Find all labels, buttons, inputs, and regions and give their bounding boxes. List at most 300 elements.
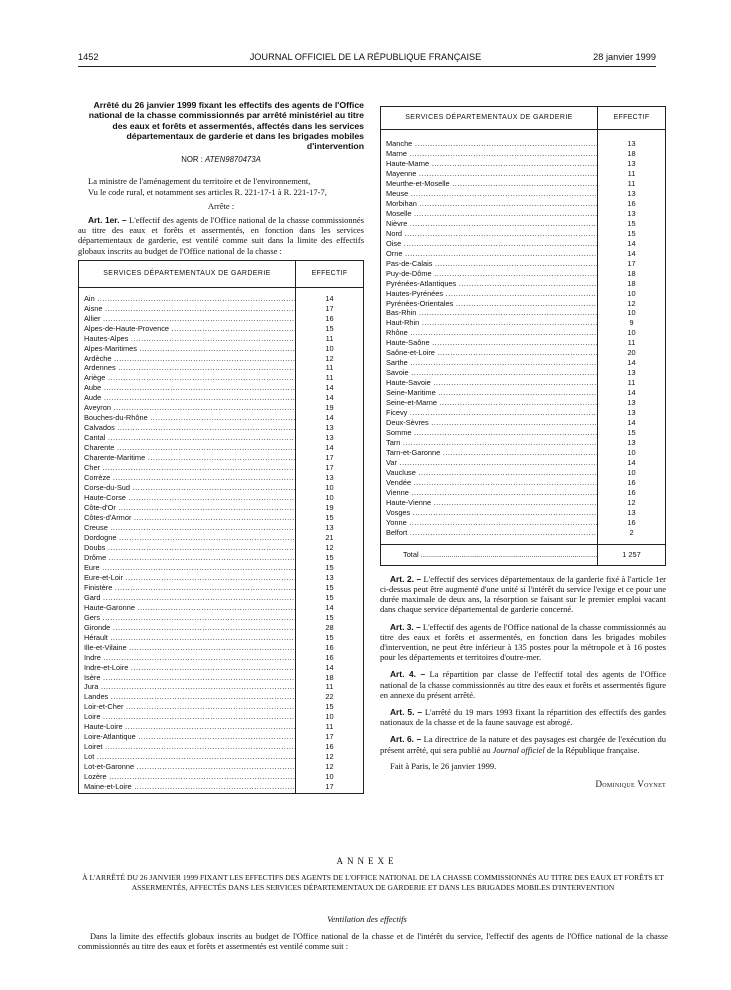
article-4	[380, 669, 666, 700]
department-effectif: 11	[627, 338, 636, 348]
department-effectif: 11	[627, 168, 636, 178]
department-name: Jura .....	[79, 682, 296, 692]
department-effectif: 16	[627, 198, 636, 208]
right-column	[380, 106, 666, 789]
table-row	[381, 308, 665, 318]
department-effectif: 12	[627, 298, 636, 308]
journal-title: JOURNAL OFFICIEL DE LA RÉPUBLIQUE FRANÇAISE	[249, 52, 482, 62]
table-row	[381, 169, 665, 179]
issue-date: 28 janvier 1999	[593, 52, 656, 62]
article-2-text: L'effectif des services départementaux de la garderie fixé à l'article 1er ci-dessus peut être augmenté d'une unité si l'intérêt du service l'exige et ce pour une durée maximale de deux ans, la résorption se faisant sur le premier emploi vacant dans chaque service départemental de garderie concerné.	[380, 573, 666, 615]
annex-heading: ANNEXE	[336, 856, 398, 866]
department-effectif: 14	[627, 238, 636, 248]
department-effectif: 11	[325, 722, 334, 732]
table-row	[79, 493, 363, 503]
table-row	[79, 423, 363, 433]
department-name: Meurthe-et-Moselle .....	[381, 179, 598, 189]
preamble-visa: Vu le code rural, et notamment ses articles R. 221-17-1 à R. 221-17-7,	[88, 186, 327, 197]
department-effectif: 13	[325, 433, 334, 443]
department-effectif: 17	[325, 453, 334, 463]
table-row	[381, 498, 665, 508]
table-row	[79, 324, 363, 334]
department-effectif: 17	[325, 782, 334, 792]
department-name: Loiret .....	[79, 742, 296, 752]
department-name: Deux-Sèvres .....	[381, 418, 598, 428]
department-name: Yonne .....	[381, 518, 598, 528]
department-name: Marne .....	[381, 149, 598, 159]
department-name: Doubs .....	[79, 543, 296, 553]
table-row	[381, 269, 665, 279]
table-row	[79, 334, 363, 344]
journal-officiel-ref: Journal officiel	[492, 744, 545, 755]
annex-paragraph: Dans la limite des effectifs globaux inscrits au budget de l'Office national de la chasse et de l'intérêt du service, l'effectif des agents de l'Office national de la chasse commissionnés au titre des eaux et forêts et assermentés est ventilé comme suit :	[78, 932, 668, 952]
table-row	[79, 373, 363, 383]
table-row	[79, 473, 363, 483]
table-row	[79, 722, 363, 732]
article-6	[380, 734, 666, 754]
column-header-effectif: EFFECTIF	[311, 269, 348, 277]
department-effectif: 13	[627, 158, 636, 168]
department-effectif: 17	[325, 732, 334, 742]
table-row	[381, 368, 665, 378]
department-effectif: 15	[325, 592, 334, 602]
department-effectif: 16	[627, 477, 636, 487]
department-name: Isère .....	[79, 673, 296, 683]
table-row	[381, 468, 665, 478]
department-name: Haut-Rhin .....	[381, 318, 598, 328]
department-name: Corrèze .....	[79, 473, 296, 483]
article-6-label: Art. 6. –	[390, 734, 422, 745]
department-effectif: 10	[325, 493, 334, 503]
department-effectif: 13	[627, 139, 636, 148]
signature: Dominique Voynet	[595, 779, 666, 790]
table-row	[79, 344, 363, 354]
table-row	[79, 463, 363, 473]
department-effectif: 13	[627, 368, 636, 378]
department-effectif: 14	[627, 458, 636, 467]
column-header-effectif: EFFECTIF	[613, 114, 650, 121]
department-name: Savoie .....	[381, 368, 598, 378]
table-row	[381, 239, 665, 249]
department-effectif: 20	[627, 348, 636, 358]
department-effectif: 11	[627, 378, 636, 388]
table-row	[79, 563, 363, 573]
table-row	[381, 299, 665, 309]
department-effectif: 15	[325, 612, 334, 622]
department-effectif: 15	[325, 552, 334, 562]
department-effectif: 15	[325, 582, 334, 592]
table-row	[79, 613, 363, 623]
department-name: Pas-de-Calais .....	[381, 259, 598, 269]
total-label: Total .....	[381, 545, 598, 565]
table-row	[381, 338, 665, 348]
table-row	[79, 413, 363, 423]
department-name: Côte-d'Or .....	[79, 503, 296, 513]
department-name: Ariège .....	[79, 373, 296, 383]
article-3	[380, 622, 666, 663]
article-3-label: Art. 3. –	[390, 621, 421, 632]
department-name: Ficevy .....	[381, 408, 598, 418]
table-row	[79, 772, 363, 782]
effectif-table-left	[78, 260, 364, 794]
article-6-text: La directrice de la nature et des paysages est chargée de l'exécution du présent arrêté, qui sera publié au	[380, 734, 667, 755]
department-name: Lot .....	[79, 752, 296, 762]
page-number: 1452	[78, 52, 99, 62]
table-row	[381, 438, 665, 448]
total-value: 1 257	[622, 549, 641, 559]
table-row	[79, 573, 363, 583]
department-name: Bas-Rhin .....	[381, 308, 598, 318]
department-effectif: 28	[325, 622, 334, 632]
table-row	[381, 159, 665, 169]
table-row	[381, 139, 665, 149]
table-row	[79, 523, 363, 533]
article-1-text: L'effectif des agents de l'Office national de la chasse commissionnés au titre des eaux et forêts et assermentés, en fonction dans les services départementaux de garderie, est ventilé comme suit dans la limite des effectifs globaux inscrits au budget de l'Office national de la chasse :	[78, 214, 364, 256]
department-name: Aube .....	[79, 383, 296, 393]
place-date: Fait à Paris, le 26 janvier 1999.	[390, 760, 497, 771]
department-effectif: 13	[325, 423, 334, 433]
department-effectif: 17	[325, 463, 334, 473]
nor-reference	[78, 155, 364, 164]
department-name: Hautes-Alpes .....	[79, 334, 296, 344]
department-effectif: 11	[325, 373, 334, 383]
department-effectif: 10	[627, 328, 636, 338]
department-name: Oise .....	[381, 239, 598, 249]
department-effectif: 14	[627, 248, 636, 258]
department-effectif: 14	[627, 388, 636, 398]
table-row	[381, 209, 665, 219]
department-name: Gers .....	[79, 613, 296, 623]
table-row	[381, 378, 665, 388]
department-name: Alpes-de-Haute-Provence .....	[79, 324, 296, 334]
table-row	[79, 673, 363, 683]
department-name: Ardèche .....	[79, 354, 296, 364]
department-name: Haute-Vienne .....	[381, 498, 598, 508]
department-name: Haute-Savoie .....	[381, 378, 598, 388]
table-row	[381, 428, 665, 438]
annex-caption: À L'ARRÊTÉ DU 26 JANVIER 1999 FIXANT LES EFFECTIFS DES AGENTS DE L'OFFICE NATIONAL DE LA CHASSE COMMISSIONNÉS AU TITRE DES EAUX ET FORÊTS ET ASSERMENTÉS, AFFECTÉS DANS LES SERVICES DÉPARTEMENTAUX DE GARDERIE ET DANS LES BRIGADES MOBILES D'INTERVENTION	[82, 873, 664, 892]
department-effectif: 10	[325, 483, 334, 493]
table-row	[381, 388, 665, 398]
department-effectif: 13	[627, 408, 636, 418]
department-name: Pyrénées-Orientales .....	[381, 299, 598, 309]
table-row	[79, 583, 363, 593]
department-effectif: 18	[627, 268, 636, 278]
table-row	[381, 289, 665, 299]
department-name: Aveyron .....	[79, 403, 296, 413]
table-row	[79, 433, 363, 443]
table-row	[79, 732, 363, 742]
department-effectif: 15	[325, 323, 334, 333]
department-effectif: 10	[325, 343, 334, 353]
table-row	[79, 314, 363, 324]
table-row	[79, 354, 363, 364]
department-effectif: 12	[325, 542, 334, 552]
department-name: Charente-Maritime .....	[79, 453, 296, 463]
department-effectif: 10	[627, 448, 636, 458]
department-effectif: 13	[325, 522, 334, 532]
department-name: Loire .....	[79, 712, 296, 722]
table-row	[79, 712, 363, 722]
table-row	[381, 279, 665, 289]
table-row	[381, 328, 665, 338]
department-effectif: 11	[325, 333, 334, 343]
department-name: Haute-Corse .....	[79, 493, 296, 503]
department-name: Cher .....	[79, 463, 296, 473]
department-effectif: 10	[325, 772, 334, 782]
department-effectif: 13	[627, 438, 636, 448]
article-1	[78, 215, 364, 256]
department-name: Var .....	[381, 458, 598, 468]
table-total-row	[381, 544, 665, 565]
table-row	[381, 249, 665, 259]
department-name: Alpes-Maritimes .....	[79, 344, 296, 354]
table-row	[79, 623, 363, 633]
department-name: Nièvre .....	[381, 219, 598, 229]
department-effectif: 14	[325, 413, 334, 423]
department-effectif: 12	[627, 497, 636, 507]
department-effectif: 10	[627, 467, 636, 477]
table-row	[381, 488, 665, 498]
table-row	[381, 219, 665, 229]
table-row	[381, 358, 665, 368]
department-effectif: 15	[627, 218, 636, 228]
table-row	[79, 752, 363, 762]
department-name: Moselle .....	[381, 209, 598, 219]
table-row	[79, 513, 363, 523]
table-row	[79, 702, 363, 712]
department-effectif: 14	[627, 358, 636, 368]
department-effectif: 12	[325, 752, 334, 762]
department-effectif: 16	[627, 517, 636, 527]
table-row	[381, 418, 665, 428]
department-name: Vienne .....	[381, 488, 598, 498]
table-row	[79, 543, 363, 553]
table-row	[79, 294, 363, 304]
department-name: Tarn .....	[381, 438, 598, 448]
department-effectif: 13	[627, 208, 636, 218]
department-name: Hautes-Pyrénées .....	[381, 289, 598, 299]
table-body-right	[381, 130, 665, 544]
department-name: Côtes-d'Armor .....	[79, 513, 296, 523]
table-row	[79, 593, 363, 603]
department-name: Aisne .....	[79, 304, 296, 314]
department-name: Loir-et-Cher .....	[79, 702, 296, 712]
table-row	[381, 199, 665, 209]
department-name: Vaucluse .....	[381, 468, 598, 478]
department-name: Manche .....	[381, 139, 598, 149]
table-row	[79, 742, 363, 752]
department-effectif: 13	[325, 473, 334, 483]
department-effectif: 12	[325, 353, 334, 363]
department-effectif: 22	[325, 692, 334, 702]
column-header-service: SERVICES DÉPARTEMENTAUX DE GARDERIE	[381, 107, 598, 129]
table-row	[79, 483, 363, 493]
department-effectif: 18	[325, 672, 334, 682]
department-effectif: 16	[325, 313, 334, 323]
article-5	[380, 707, 666, 727]
department-name: Somme .....	[381, 428, 598, 438]
arrete-heading: Arrête :	[207, 200, 235, 211]
department-name: Ardennes .....	[79, 363, 296, 373]
table-header	[79, 261, 363, 288]
table-body-left	[79, 288, 363, 793]
department-effectif: 13	[627, 398, 636, 408]
nor-label: NOR :	[181, 155, 203, 165]
department-name: Gironde .....	[79, 623, 296, 633]
department-name: Hérault .....	[79, 633, 296, 643]
department-name: Nord .....	[381, 229, 598, 239]
department-effectif: 11	[325, 682, 334, 692]
department-effectif: 16	[325, 652, 334, 662]
department-effectif: 14	[627, 418, 636, 428]
article-2	[380, 574, 666, 615]
article-2-label: Art. 2. –	[390, 573, 422, 584]
table-row	[381, 528, 665, 538]
department-name: Vosges .....	[381, 508, 598, 518]
department-effectif: 18	[627, 148, 636, 158]
department-effectif: 10	[627, 288, 636, 298]
article-5-text: L'arrêté du 19 mars 1993 fixant la répartition des effectifs des gardes nationaux de la chasse et de la faune sauvage est abrogé.	[380, 706, 666, 728]
department-name: Orne .....	[381, 249, 598, 259]
article-5-label: Art. 5. –	[390, 706, 423, 717]
department-effectif: 14	[325, 443, 334, 453]
department-name: Sarthe .....	[381, 358, 598, 368]
table-row	[79, 453, 363, 463]
department-name: Creuse .....	[79, 523, 296, 533]
department-effectif: 11	[627, 178, 636, 188]
column-header-service: SERVICES DÉPARTEMENTAUX DE GARDERIE	[79, 261, 296, 287]
article-3-text: L'effectif des agents de l'Office national de la chasse commissionnés au titre des eaux et forêts et assermentés, en fonction dans les brigades mobiles d'intervention, ne peut être inférieur à 135 postes pour la métropole et à 16 postes pour les départements et territoires d'outre-mer.	[380, 621, 667, 663]
department-name: Charente .....	[79, 443, 296, 453]
department-name: Haute-Loire .....	[79, 722, 296, 732]
table-row	[79, 393, 363, 403]
department-name: Belfort .....	[381, 528, 598, 538]
department-effectif: 10	[627, 308, 636, 318]
department-name: Seine-Maritime .....	[381, 388, 598, 398]
department-name: Corse-du-Sud .....	[79, 483, 296, 493]
decree-title: Arrêté du 26 janvier 1999 fixant les effectifs des agents de l'Office national de la chasse commissionnés par arrêté ministériel au titre des eaux et forêts et assermentés, affectés dans les services départementaux de garderie et dans les brigades mobiles d'intervention	[88, 100, 364, 152]
department-name: Haute-Marne .....	[381, 159, 598, 169]
department-name: Eure .....	[79, 563, 296, 573]
header-rule	[78, 66, 656, 67]
effectif-table-right	[380, 106, 666, 566]
department-name: Lot-et-Garonne .....	[79, 762, 296, 772]
department-name: Loire-Atlantique .....	[79, 732, 296, 742]
table-row	[79, 503, 363, 513]
department-effectif: 13	[325, 572, 334, 582]
table-row	[381, 448, 665, 458]
department-effectif: 15	[627, 228, 636, 238]
department-effectif: 17	[325, 303, 334, 313]
department-effectif: 16	[325, 742, 334, 752]
department-name: Indre .....	[79, 653, 296, 663]
department-name: Seine-et-Marne .....	[381, 398, 598, 408]
annex-subheading: Ventilation des effectifs	[327, 914, 407, 924]
article-4-label: Art. 4. –	[390, 669, 426, 680]
department-name: Haute-Saône .....	[381, 338, 598, 348]
department-effectif: 18	[627, 278, 636, 288]
table-row	[79, 403, 363, 413]
department-name: Gard .....	[79, 593, 296, 603]
department-name: Saône-et-Loire .....	[381, 348, 598, 358]
table-row	[79, 682, 363, 692]
department-name: Aude .....	[79, 393, 296, 403]
department-name: Drôme .....	[79, 553, 296, 563]
table-row	[79, 533, 363, 543]
department-effectif: 15	[325, 632, 334, 642]
department-effectif: 13	[627, 188, 636, 198]
department-effectif: 10	[325, 712, 334, 722]
department-effectif: 21	[325, 532, 334, 542]
article-1-label: Art. 1er. –	[88, 214, 127, 225]
article-4-text: La répartition par classe de l'effectif total des agents de l'Office national de la chasse commissionnés au titre des eaux et forêts et assermentés figure en annexe du présent arrêté.	[380, 669, 667, 700]
table-row	[381, 478, 665, 488]
table-row	[381, 508, 665, 518]
department-name: Haute-Garonne .....	[79, 603, 296, 613]
department-name: Meuse .....	[381, 189, 598, 199]
department-name: Rhône .....	[381, 328, 598, 338]
department-effectif: 12	[325, 762, 334, 772]
table-row	[381, 398, 665, 408]
left-column	[78, 100, 364, 794]
table-row	[79, 663, 363, 673]
department-effectif: 13	[627, 507, 636, 517]
table-row	[381, 458, 665, 468]
department-effectif: 9	[629, 318, 634, 328]
table-row	[381, 229, 665, 239]
department-effectif: 14	[325, 393, 334, 403]
department-name: Ille-et-Vilaine .....	[79, 643, 296, 653]
department-effectif: 14	[325, 293, 334, 303]
table-row	[79, 762, 363, 772]
table-row	[381, 189, 665, 199]
table-row	[381, 259, 665, 269]
department-name: Tarn-et-Garonne .....	[381, 448, 598, 458]
table-row	[79, 633, 363, 643]
department-name: Landes .....	[79, 692, 296, 702]
preamble-minister: La ministre de l'aménagement du territoire et de l'environnement,	[88, 176, 311, 187]
department-effectif: 2	[629, 527, 634, 537]
department-name: Cantal .....	[79, 433, 296, 443]
department-name: Calvados .....	[79, 423, 296, 433]
department-name: Allier .....	[79, 314, 296, 324]
table-row	[381, 179, 665, 189]
table-row	[79, 304, 363, 314]
department-name: Bouches-du-Rhône .....	[79, 413, 296, 423]
department-effectif: 11	[325, 363, 334, 373]
table-row	[79, 603, 363, 613]
nor-code: ATEN9870473A	[205, 155, 261, 165]
department-effectif: 15	[627, 428, 636, 438]
department-name: Eure-et-Loir .....	[79, 573, 296, 583]
table-row	[381, 149, 665, 159]
department-effectif: 17	[627, 258, 636, 268]
department-name: Pyrénées-Atlantiques .....	[381, 279, 598, 289]
department-name: Vendée .....	[381, 478, 598, 488]
department-effectif: 14	[325, 383, 334, 393]
department-effectif: 14	[325, 602, 334, 612]
table-row	[79, 643, 363, 653]
table-row	[79, 383, 363, 393]
table-row	[79, 653, 363, 663]
article-6-text-end: de la République française.	[546, 744, 640, 755]
department-effectif: 15	[325, 702, 334, 712]
table-row	[79, 782, 363, 792]
department-name: Dordogne .....	[79, 533, 296, 543]
department-name: Lozère .....	[79, 772, 296, 782]
department-effectif: 16	[325, 642, 334, 652]
